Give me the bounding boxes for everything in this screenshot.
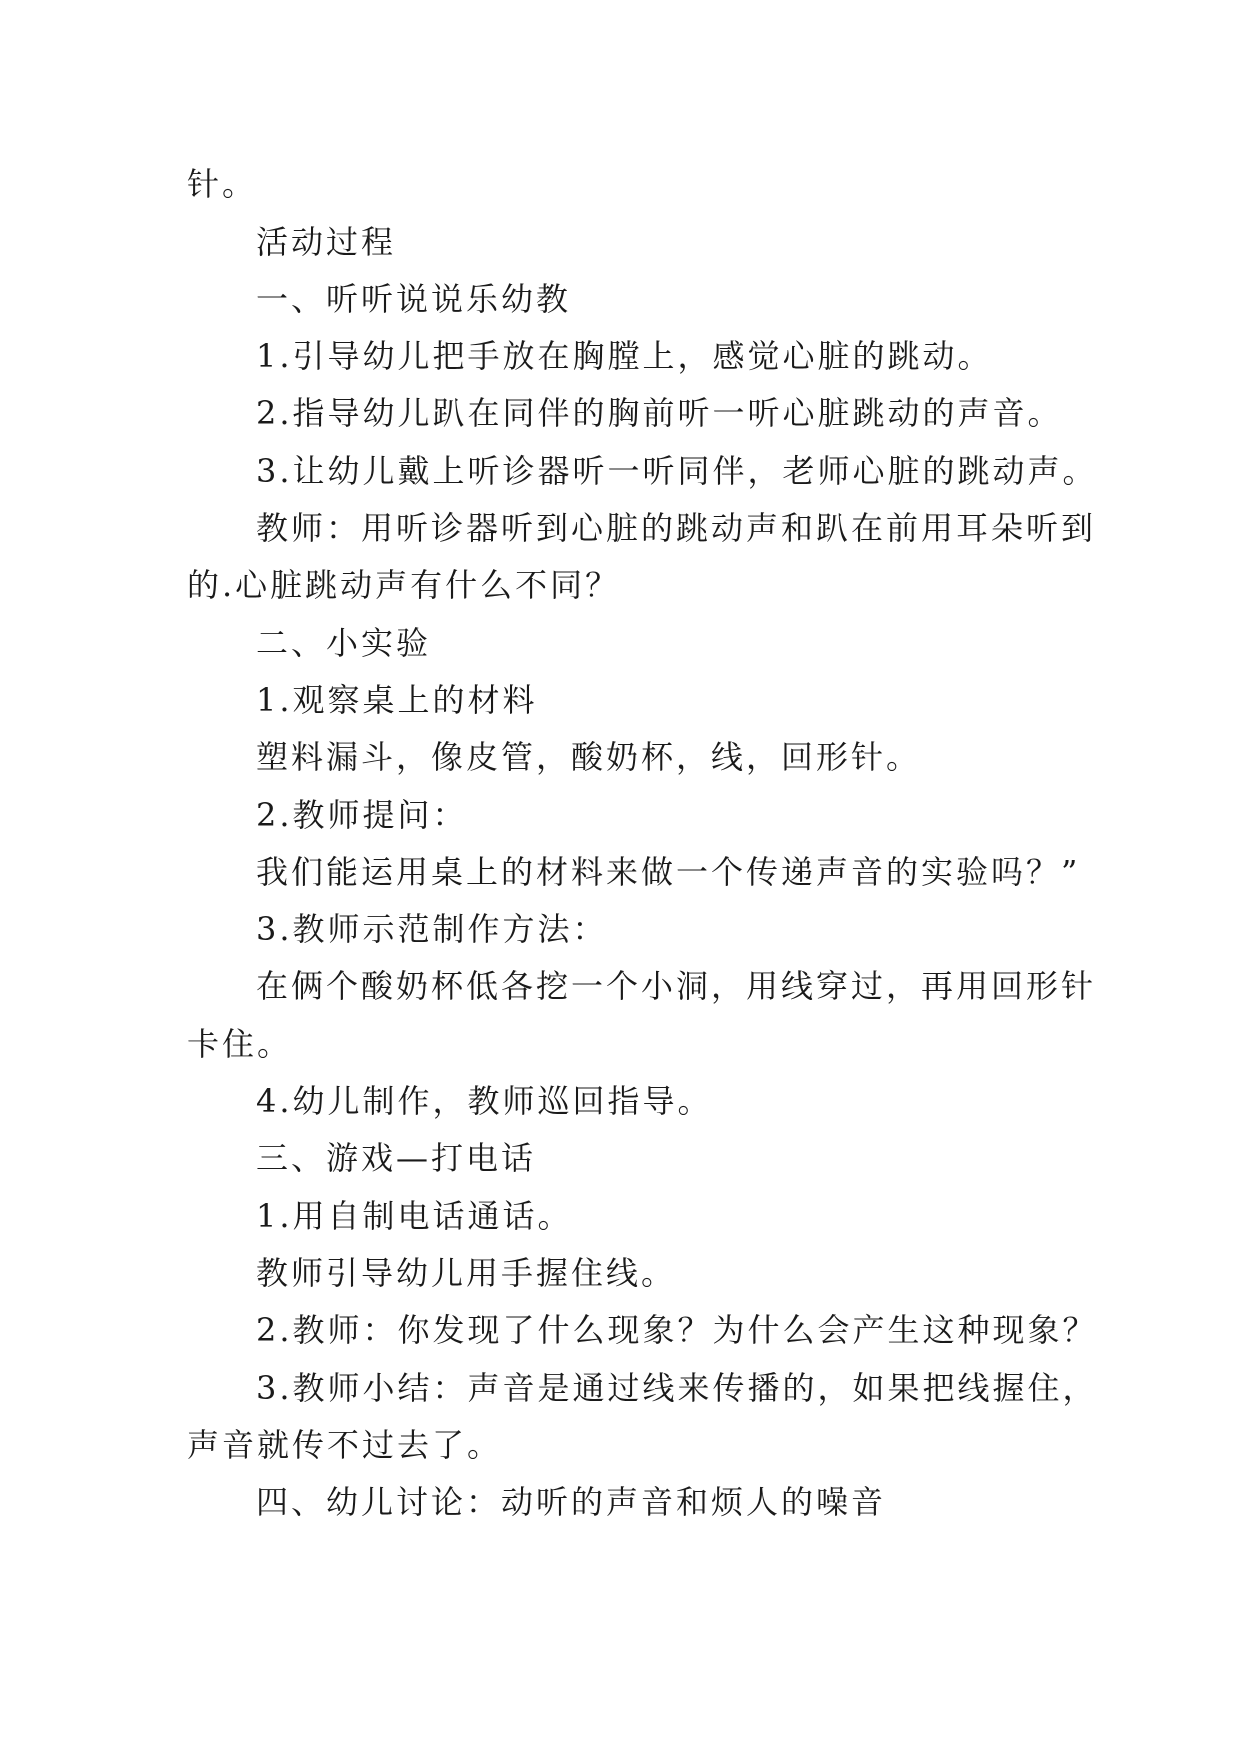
text-line: 3.教师小结：声音是通过线来传播的，如果把线握住， [256,1369,1098,1407]
text-line: 2.指导幼儿趴在同伴的胸前听一听心脏跳动的声音。 [256,394,1063,432]
text-line: 2.教师：你发现了什么现象？为什么会产生这种现象？ [256,1311,1098,1349]
text-line: 1.引导幼儿把手放在胸膛上，感觉心脏的跳动。 [256,337,993,375]
section-heading: 三、游戏—打电话 [256,1139,537,1177]
section-heading: 四、幼儿讨论：动听的声音和烦人的噪音 [256,1483,887,1521]
text-line: 3.教师示范制作方法： [256,910,608,948]
text-line: 1.观察桌上的材料 [256,681,538,719]
text-line: 针。 [187,165,258,203]
section-heading: 活动过程 [256,223,397,261]
text-line: 4.幼儿制作，教师巡回指导。 [256,1082,713,1120]
text-line: 卡住。 [187,1025,293,1063]
text-line: 的.心脏跳动声有什么不同？ [187,566,621,604]
text-line: 我们能运用桌上的材料来做一个传递声音的实验吗？” [256,853,1081,891]
section-heading: 一、听听说说乐幼教 [256,280,572,318]
text-line: 声音就传不过去了。 [187,1426,503,1464]
text-line: 教师：用听诊器听到心脏的跳动声和趴在前用耳朵听到 [256,509,1097,547]
section-heading: 二、小实验 [256,624,432,662]
text-line: 2.教师提问： [256,796,468,834]
text-line: 塑料漏斗，像皮管，酸奶杯，线，回形针。 [256,738,922,776]
text-line: 1.用自制电话通话。 [256,1197,573,1235]
text-line: 在俩个酸奶杯低各挖一个小洞，用线穿过，再用回形针 [256,967,1097,1005]
text-line: 教师引导幼儿用手握住线。 [256,1254,677,1292]
text-line: 3.让幼儿戴上听诊器听一听同伴，老师心脏的跳动声。 [256,452,1098,490]
